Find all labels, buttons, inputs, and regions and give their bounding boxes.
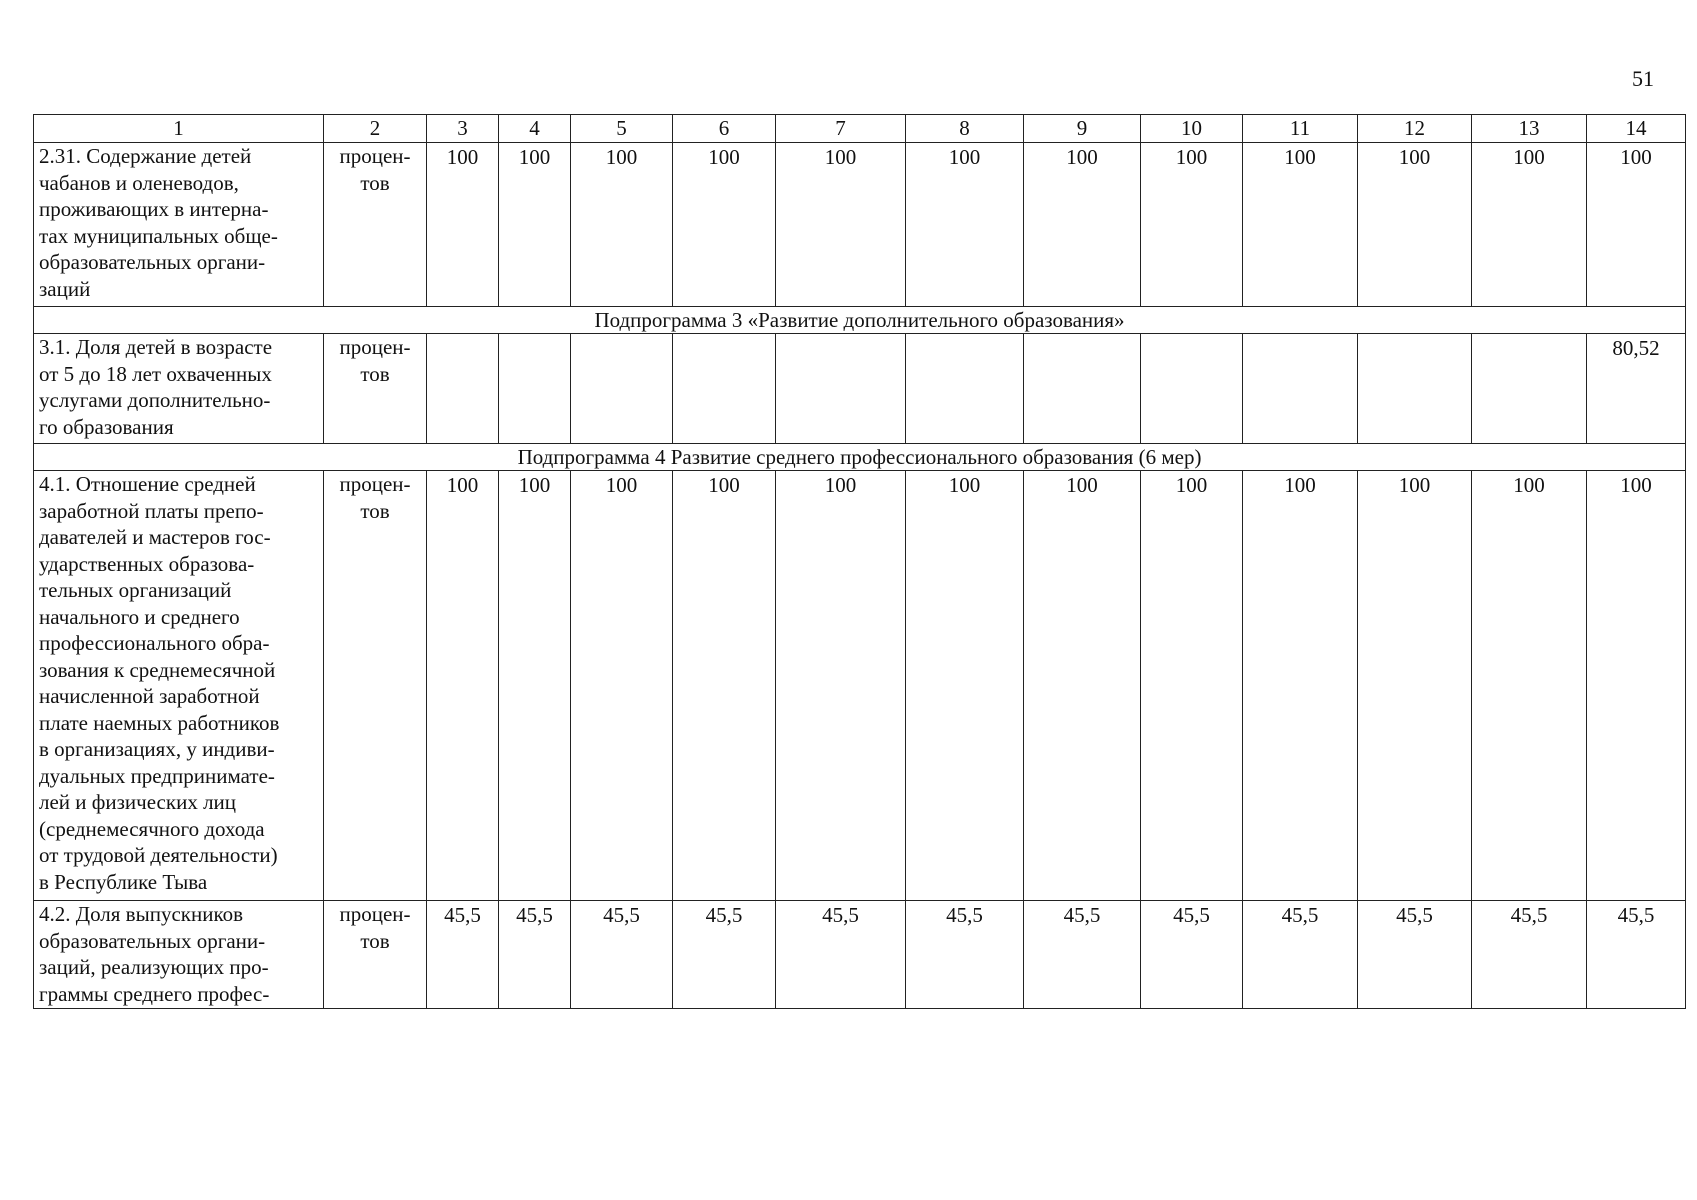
subprogram-title: Подпрограмма 4 Развитие среднего профессионального образования (6 мер) xyxy=(34,444,1686,471)
value-cell xyxy=(1243,334,1358,444)
value-cell: 45,5 xyxy=(427,901,499,1009)
column-number-row xyxy=(34,115,1686,143)
value-cell: 100 xyxy=(673,143,776,307)
indicator-name: 3.1. Доля детей в возрасте от 5 до 18 лет охваченных услугами дополнительно- го образования xyxy=(34,334,324,444)
value-cell: 45,5 xyxy=(571,901,673,1009)
column-header: 13 xyxy=(1472,115,1587,143)
value-cell: 100 xyxy=(776,143,906,307)
unit-cell: процен- тов xyxy=(324,143,427,307)
column-header: 9 xyxy=(1024,115,1141,143)
value-cell: 100 xyxy=(427,143,499,307)
value-cell: 45,5 xyxy=(1243,901,1358,1009)
column-header: 6 xyxy=(673,115,776,143)
value-cell: 100 xyxy=(906,471,1024,901)
value-cell: 45,5 xyxy=(673,901,776,1009)
value-cell: 45,5 xyxy=(1024,901,1141,1009)
page-number: 51 xyxy=(1632,66,1654,91)
value-cell: 100 xyxy=(1141,471,1243,901)
column-header: 1 xyxy=(34,115,324,143)
column-header: 2 xyxy=(324,115,427,143)
indicator-name: 4.2. Доля выпускников образовательных органи- заций, реализующих про- граммы среднего профес- xyxy=(34,901,324,1009)
subprogram-row xyxy=(34,444,1686,471)
value-cell xyxy=(1472,334,1587,444)
value-cell xyxy=(1358,334,1472,444)
column-header: 5 xyxy=(571,115,673,143)
value-cell: 100 xyxy=(776,471,906,901)
value-cell xyxy=(906,334,1024,444)
value-cell xyxy=(1141,334,1243,444)
value-cell: 100 xyxy=(906,143,1024,307)
value-cell: 45,5 xyxy=(499,901,571,1009)
value-cell: 45,5 xyxy=(1587,901,1686,1009)
column-header: 14 xyxy=(1587,115,1686,143)
value-cell xyxy=(427,334,499,444)
column-header: 12 xyxy=(1358,115,1472,143)
indicator-name: 2.31. Содержание детей чабанов и оленеводов, проживающих в интерна- тах муниципальных обще- образовательных органи- заций xyxy=(34,143,324,307)
unit-cell: процен- тов xyxy=(324,334,427,444)
value-cell xyxy=(1024,334,1141,444)
value-cell xyxy=(499,334,571,444)
column-header: 11 xyxy=(1243,115,1358,143)
value-cell: 100 xyxy=(1358,143,1472,307)
value-cell: 45,5 xyxy=(1472,901,1587,1009)
value-cell: 45,5 xyxy=(906,901,1024,1009)
value-cell: 100 xyxy=(1587,471,1686,901)
value-cell: 100 xyxy=(1024,471,1141,901)
value-cell: 100 xyxy=(1024,143,1141,307)
value-cell xyxy=(776,334,906,444)
value-cell xyxy=(673,334,776,444)
unit-cell: процен- тов xyxy=(324,471,427,901)
column-header: 10 xyxy=(1141,115,1243,143)
value-cell: 100 xyxy=(1358,471,1472,901)
value-cell: 100 xyxy=(571,471,673,901)
value-cell: 100 xyxy=(1472,471,1587,901)
value-cell: 100 xyxy=(673,471,776,901)
value-cell: 100 xyxy=(1243,471,1358,901)
value-cell: 45,5 xyxy=(1358,901,1472,1009)
table-row xyxy=(34,471,1686,901)
column-header: 7 xyxy=(776,115,906,143)
table-row xyxy=(34,143,1686,307)
table-row xyxy=(34,334,1686,444)
value-cell: 100 xyxy=(1141,143,1243,307)
subprogram-title: Подпрограмма 3 «Развитие дополнительного образования» xyxy=(34,307,1686,334)
value-cell: 100 xyxy=(1472,143,1587,307)
value-cell: 100 xyxy=(1587,143,1686,307)
indicator-table xyxy=(33,114,1686,1009)
value-cell xyxy=(571,334,673,444)
unit-cell: процен- тов xyxy=(324,901,427,1009)
column-header: 3 xyxy=(427,115,499,143)
subprogram-row xyxy=(34,307,1686,334)
value-cell: 80,52 xyxy=(1587,334,1686,444)
column-header: 8 xyxy=(906,115,1024,143)
value-cell: 100 xyxy=(499,471,571,901)
indicator-name: 4.1. Отношение средней заработной платы препо- давателей и мастеров гос- ударственных образова- тельных организаций начального и среднего профессионального обра- зования к среднемесячной начисленной заработной плате наемных работников в организациях, у индиви- дуальных предпринимате- лей и физических лиц (среднемесячного дохода от трудовой деятельности) в Республике Тыва xyxy=(34,471,324,901)
value-cell: 100 xyxy=(427,471,499,901)
value-cell: 100 xyxy=(571,143,673,307)
column-header: 4 xyxy=(499,115,571,143)
value-cell: 45,5 xyxy=(776,901,906,1009)
value-cell: 100 xyxy=(499,143,571,307)
table-row xyxy=(34,901,1686,1009)
value-cell: 45,5 xyxy=(1141,901,1243,1009)
value-cell: 100 xyxy=(1243,143,1358,307)
